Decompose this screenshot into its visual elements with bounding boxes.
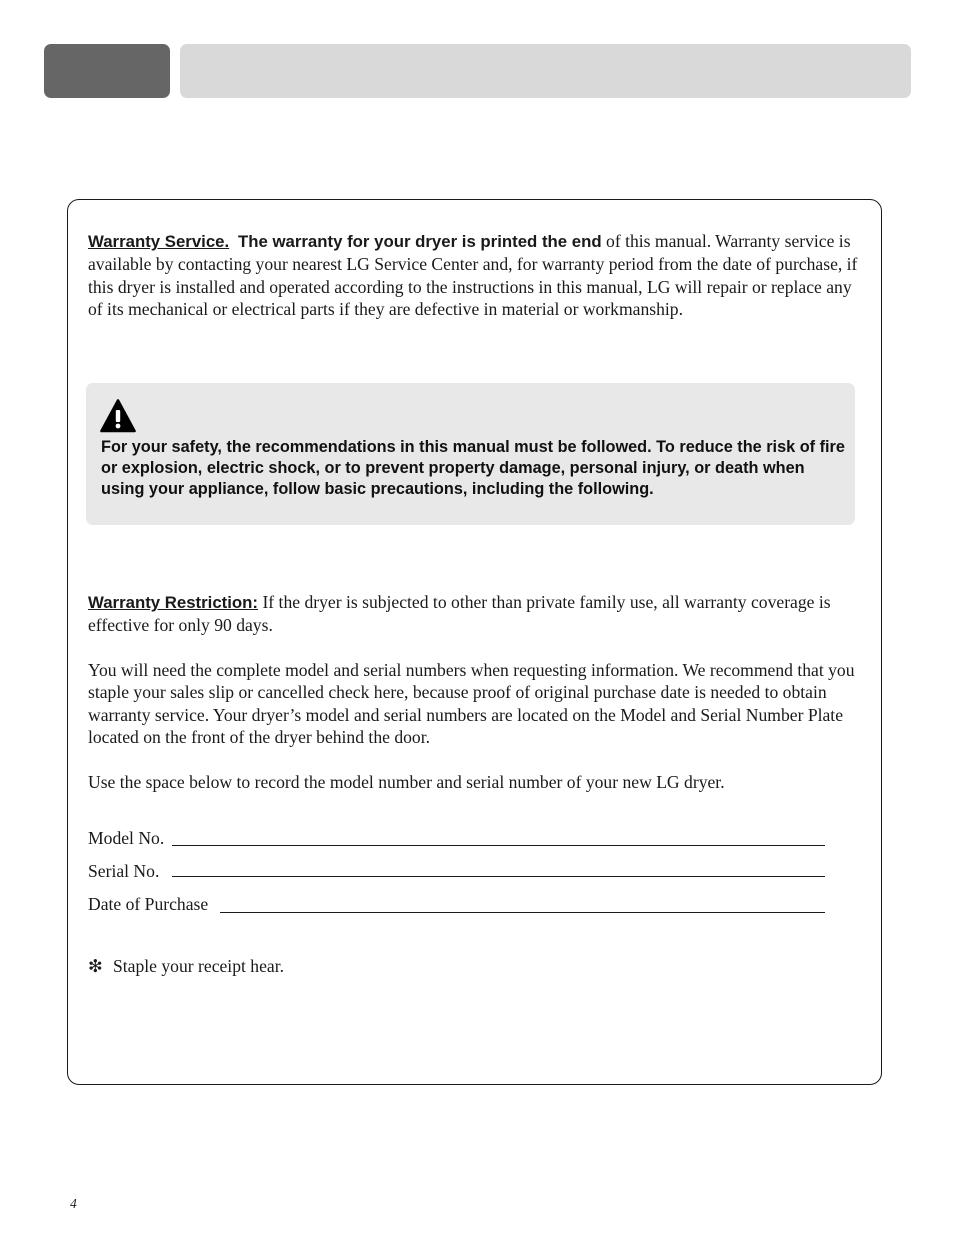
staple-note-text: Staple your receipt hear. [113, 956, 284, 976]
section-header-bar [180, 44, 911, 98]
purchase-date-label: Date of Purchase [88, 894, 209, 914]
warranty-restriction-body: If the dryer is subjected to other than private family use, all warranty coverage is effective for only 90 days. [88, 592, 831, 636]
warranty-service-paragraph [88, 230, 858, 321]
asterism-icon: ❇ [88, 956, 103, 976]
safety-warning-box [86, 383, 855, 525]
serial-number-label: Serial No. [88, 861, 160, 881]
record-instruction-paragraph: Use the space below to record the model number and serial number of your new LG dryer. [88, 772, 725, 792]
purchase-date-field[interactable] [220, 912, 825, 913]
section-tab-dark [44, 44, 170, 98]
warranty-restriction-heading: Warranty Restriction: [88, 593, 259, 612]
staple-note [88, 955, 284, 977]
warranty-service-body: of this manual. Warranty service is available by contacting your nearest LG Service Center and, for warranty period from the date of purchase, if this dryer is installed and operated according to the instructions in this manual, LG will repair or replace any of its mechanical or electrical parts if they are defective in material or workmanship. [88, 231, 858, 320]
model-number-field[interactable] [172, 845, 825, 846]
model-serial-info-paragraph: You will need the complete model and serial numbers when requesting information. We recommend that you staple your sales slip or cancelled check here, because proof of original purchase date is needed to obtain warranty service. Your dryer’s model and serial numbers are located on the Model and Serial Number Plate located on the front of the dryer behind the door. [88, 660, 855, 748]
page-number: 4 [70, 1196, 77, 1211]
serial-number-field[interactable] [172, 876, 825, 877]
warranty-service-heading: Warranty Service. [88, 232, 230, 251]
warranty-restriction-paragraph [88, 591, 858, 637]
warranty-service-lead: The warranty for your dryer is printed the end [237, 232, 602, 251]
warning-triangle-icon [100, 399, 136, 433]
content-frame [67, 199, 882, 1085]
model-number-label: Model No. [88, 828, 165, 848]
safety-warning-text: For your safety, the recommendations in this manual must be followed. To reduce the risk of fire or explosion, electric shock, or to prevent property damage, personal injury, or death when using your appliance, follow basic precautions, including the following. [101, 438, 845, 499]
